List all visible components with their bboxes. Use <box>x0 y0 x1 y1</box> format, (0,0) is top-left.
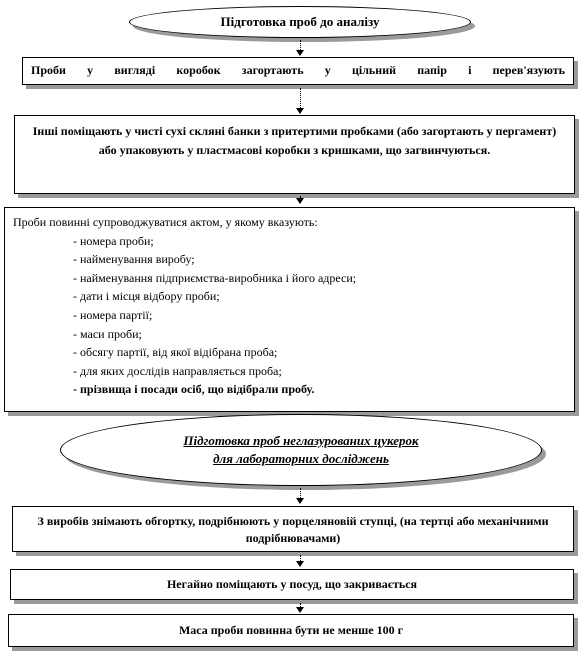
step-container-text: Негайно поміщають у посуд, що закривається <box>166 577 418 591</box>
step-wrap-box <box>22 57 574 85</box>
step-grind-text: З виробів знімають обгортку, подрібнюють у порцеляновій ступці, (на тертці або механічними подрібнювачами) <box>37 514 549 545</box>
act-item: - найменування виробу; <box>73 252 195 267</box>
act-item: - дати і місця відбору проби; <box>73 289 220 304</box>
lab-prep-node-ellipse <box>60 414 542 486</box>
act-item: - найменування підприємства-виробника і його адреси; <box>73 270 357 285</box>
act-requirements-box <box>4 207 575 412</box>
step-wrap-text: Проби у вигляді коробок загортають у цільний папір і перев'язують <box>31 63 565 77</box>
step-pack-box <box>14 115 575 194</box>
arrow-head <box>296 198 304 204</box>
act-item: - номера проби; <box>73 233 154 248</box>
act-item-list <box>13 232 566 399</box>
arrow-head <box>296 50 304 56</box>
step-mass-box <box>8 614 574 647</box>
step-grind-box <box>12 506 574 552</box>
arrow-head <box>296 498 304 504</box>
connector-arrow <box>300 88 301 108</box>
start-node-label: Підготовка проб до аналізу <box>220 14 380 29</box>
arrow-head <box>296 561 304 567</box>
lab-prep-node-line1: Підготовка проб неглазурованих цукерок <box>183 433 419 448</box>
lab-prep-node-line2: для лабораторних досліджень <box>213 451 389 466</box>
step-pack-text: Інші поміщають у чисті сухі скляні банки з притертими пробками (або загортають у пергамент) або упаковують у пластмасові коробки з кришками, що загвинчуються. <box>32 124 557 157</box>
act-item: - обсягу партії, від якої відібрана проба; <box>73 345 278 360</box>
act-item: - для яких дослідів направляється проба; <box>73 363 282 378</box>
start-node-ellipse <box>129 6 471 38</box>
act-item: - маси проби; <box>73 326 142 341</box>
act-item: - прізвища і посади осіб, що відібрали пробу. <box>73 382 315 397</box>
step-mass-text: Маса проби повинна бути не менше 100 г <box>178 623 404 637</box>
arrow-head <box>296 108 304 114</box>
connector-arrow <box>300 488 301 498</box>
act-item: - номера партії; <box>73 307 153 322</box>
connector-arrow <box>300 40 301 50</box>
act-intro: Проби повинні супроводжуватися актом, у якому вказують: <box>13 215 318 229</box>
step-container-box <box>10 569 574 600</box>
arrow-head <box>296 607 304 613</box>
